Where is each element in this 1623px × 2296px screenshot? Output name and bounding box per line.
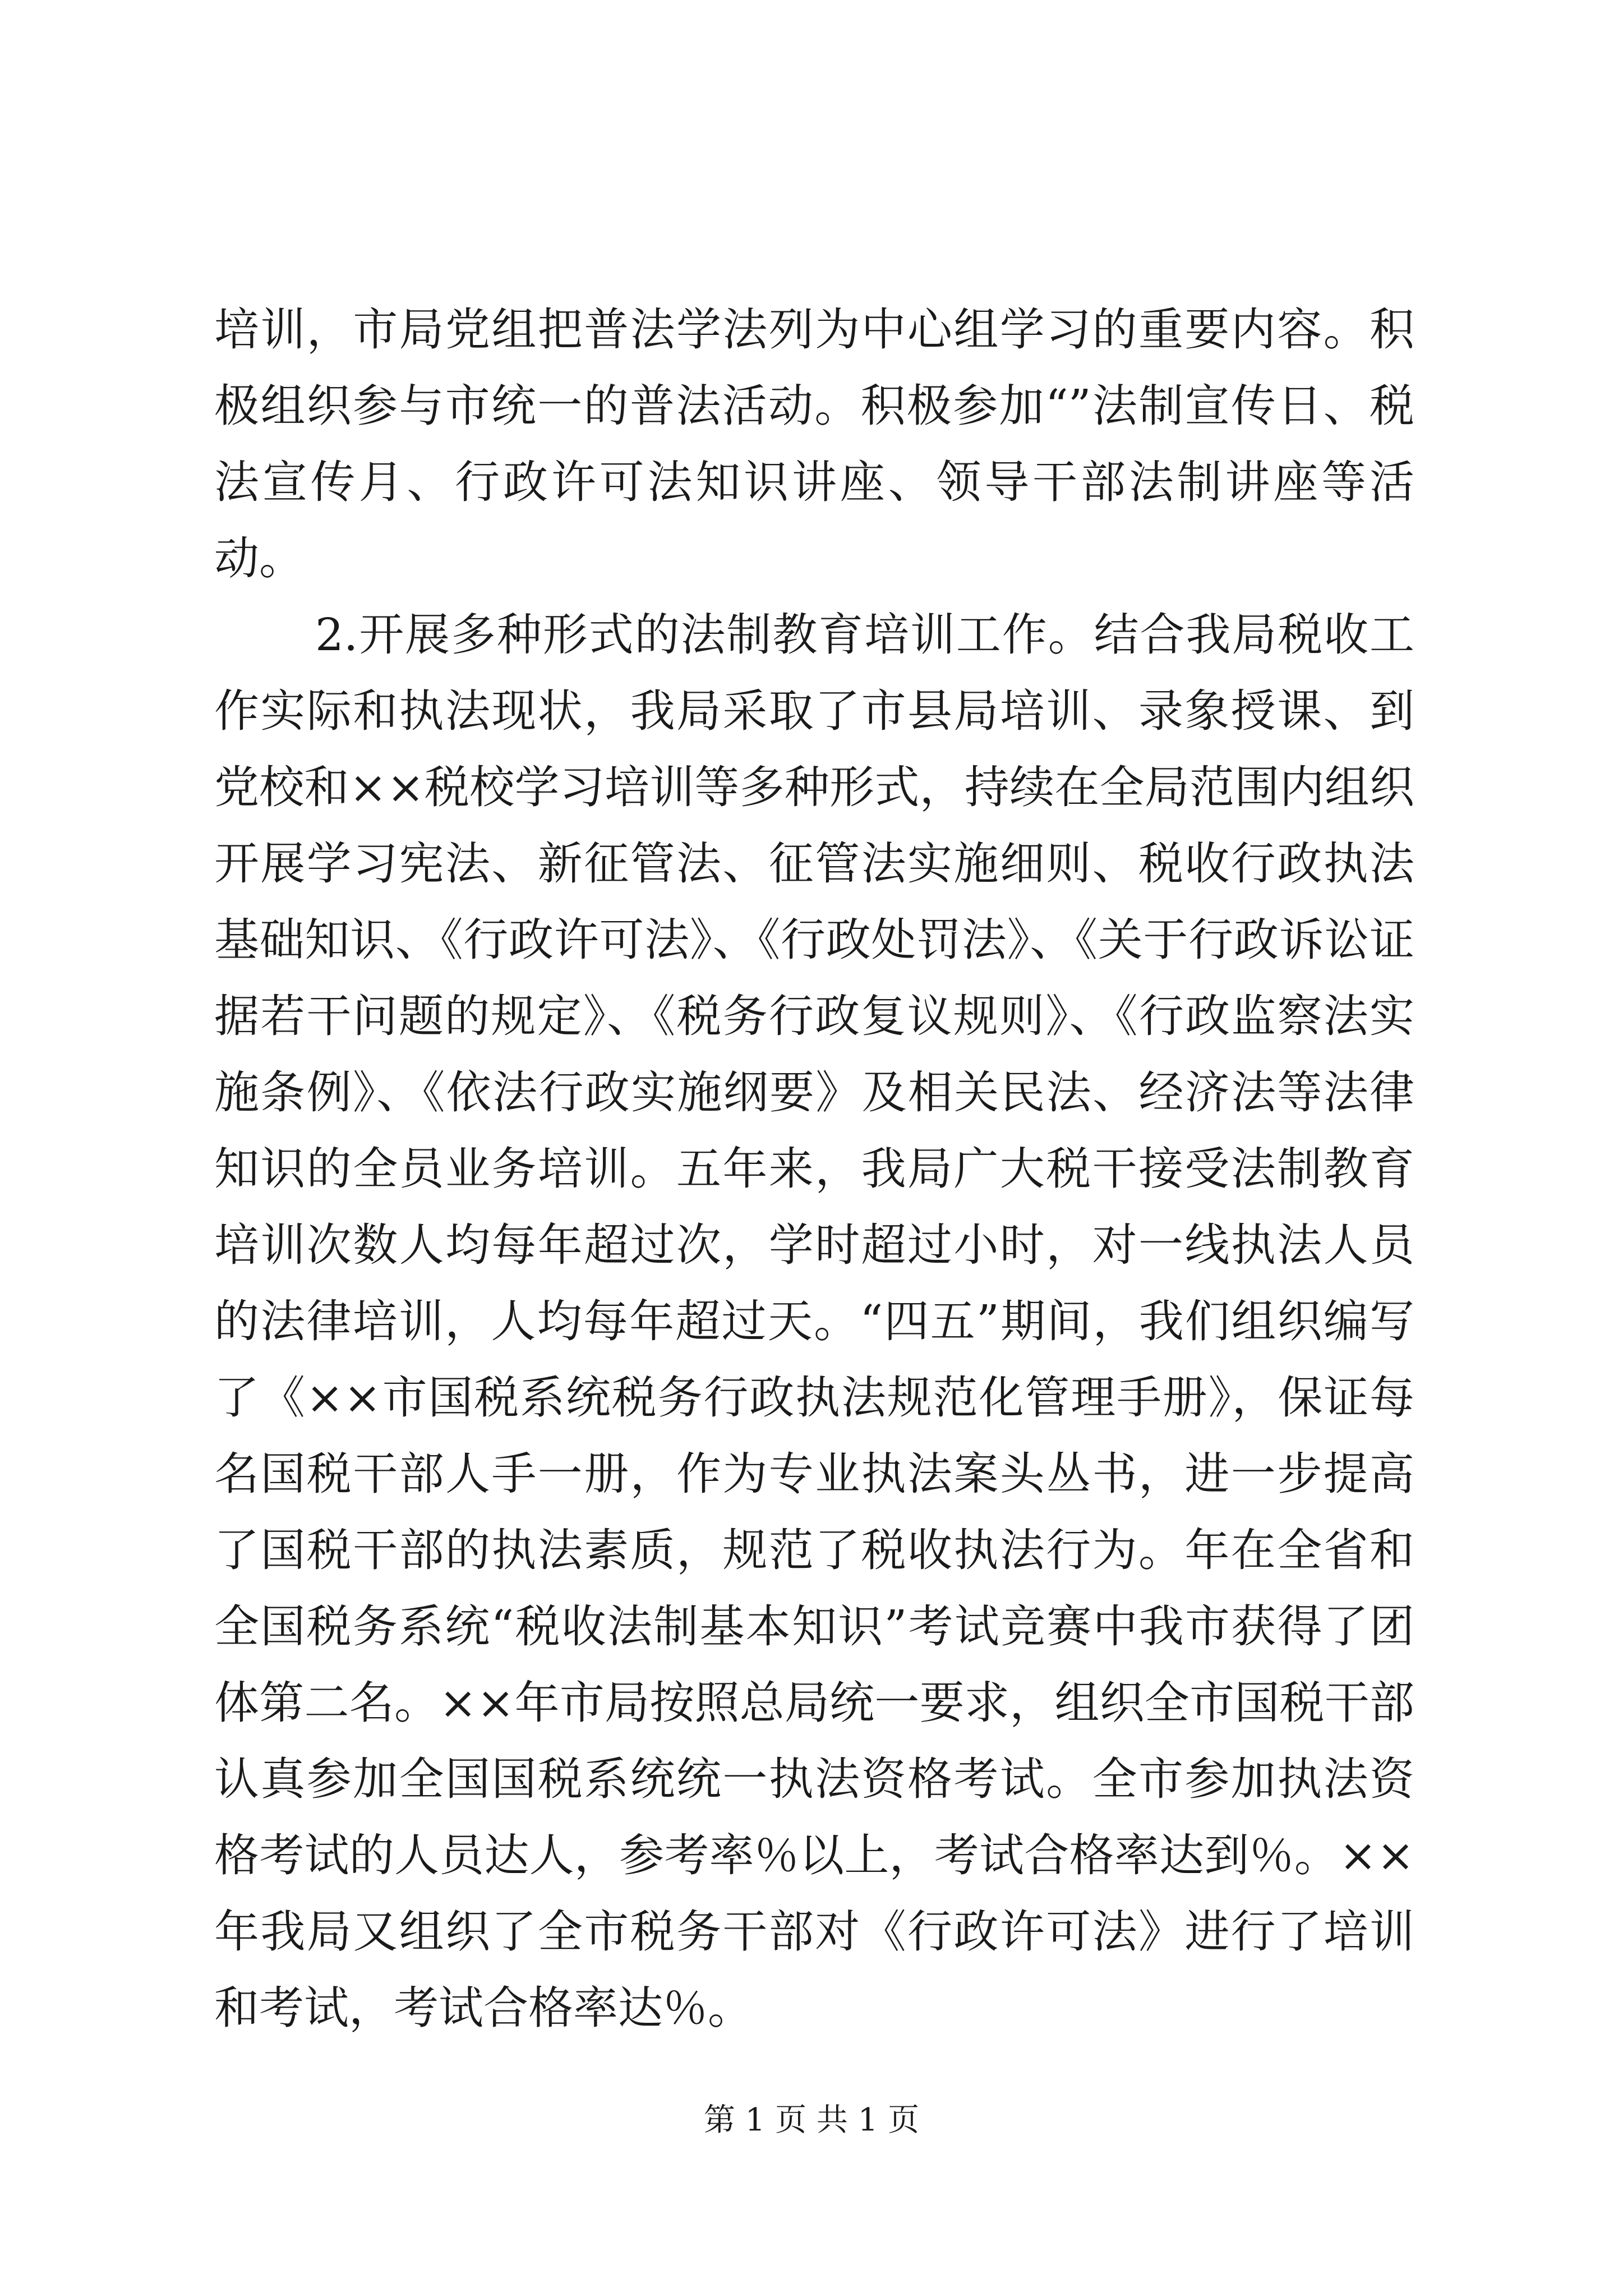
document-body bbox=[214, 292, 1414, 2046]
paragraph-1: 培训，市局党组把普法学法列为中心组学习的重要内容。积极组织参与市统一的普法活动。积极参加“”法制宣传日、税法宣传月、行政许可法知识讲座、领导干部法制讲座等活动。 bbox=[214, 303, 1414, 585]
paragraph-2: 2.开展多种形式的法制教育培训工作。结合我局税收工作实际和执法现状，我局采取了市县局培训、录象授课、到党校和××税校学习培训等多种形式，持续在全局范围内组织开展学习宪法、新征管法、征管法实施细则、税收行政执法基础知识、《行政许可法》、《行政处罚法》、《关于行政诉讼证据若干问题的规定》、《税务行政复议规则》、《行政监察法实施条例》、《依法行政实施纲要》及相关民法、经济法等法律知识的全员业务培训。五年来，我局广大税干接受法制教育培训次数人均每年超过次，学时超过小时，对一线执法人员的法律培训，人均每年超过天。“四五”期间，我们组织编写了《××市国税系统税务行政执法规范化管理手册》，保证每名国税干部人手一册，作为专业执法案头丛书，进一步提高了国税干部的执法素质，规范了税收执法行为。年在全省和全国税务系统“税收法制基本知识”考试竞赛中我市获得了团体第二名。××年市局按照总局统一要求，组织全市国税干部认真参加全国国税系统统一执法资格考试。全市参加执法资格考试的人员达人，参考率％以上，考试合格率达到％。××年我局又组织了全市税务干部对《行政许可法》进行了培训和考试，考试合格率达％。 bbox=[214, 609, 1414, 2034]
page-footer: 第 1 页 共 1 页 bbox=[703, 2102, 920, 2138]
